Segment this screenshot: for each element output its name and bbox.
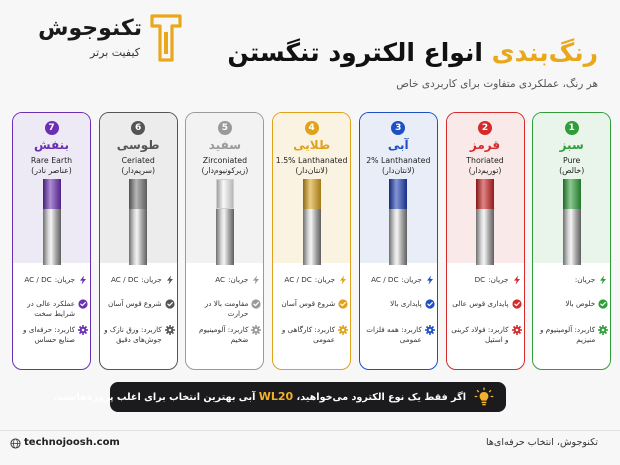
spec-feature [277, 299, 348, 309]
page-subtitle: هر رنگ، عملکردی متفاوت برای کاربردی خاص [396, 78, 598, 90]
card-header [447, 113, 524, 263]
brand [10, 10, 190, 70]
spec-usage-text: کاربرد: همه فلزات عمومی [366, 325, 422, 344]
card-type [447, 156, 524, 176]
electrode-color-tip [43, 179, 61, 209]
spec-feature-text: پایداری قوس عالی [452, 299, 509, 308]
card-type-english: Thoriated [466, 156, 504, 165]
card-specs [100, 263, 177, 370]
website-link[interactable]: technojoosh.com [24, 437, 120, 448]
card-type [186, 156, 263, 176]
spec-usage [190, 325, 261, 344]
gear-icon [78, 325, 88, 335]
footer-slogan: تکنوجوش، انتخاب حرفه‌ای‌ها [486, 437, 598, 448]
spec-usage-text: کاربرد: آلومینیوم ضخیم [199, 325, 249, 344]
check-icon [338, 299, 348, 309]
card-type-persian: (خالص) [559, 166, 585, 175]
spec-usage-text: کاربرد: ورق نازک و جوش‌های دقیق [104, 325, 162, 344]
spec-current-value: AC / DC [111, 275, 139, 284]
card-type-persian: (زیرکونیوم‌دار) [201, 166, 249, 175]
card-color-name: سبز [559, 138, 584, 152]
spec-current-label: جریان: [401, 275, 422, 284]
card-type [273, 156, 350, 176]
brand-name: تکنوجوش [38, 16, 142, 41]
lightning-icon [425, 275, 435, 285]
card-color-name: بنفش [33, 138, 69, 152]
electrode-rod [563, 179, 581, 265]
lightbulb-icon [474, 387, 494, 407]
spec-current [104, 275, 175, 285]
electrode-card [185, 112, 264, 370]
footer [0, 430, 620, 465]
spec-feature [190, 299, 261, 318]
spec-feature [17, 299, 88, 318]
tip-highlight: WL20 [258, 390, 294, 403]
card-type-english: 1.5% Lanthanated [275, 156, 348, 165]
title-rest: انواع الکترود تنگستن [227, 38, 483, 67]
spec-usage-text: کاربرد: حرفه‌ای و صنایع حساس [22, 325, 75, 344]
spec-current-label: جریان: [488, 275, 509, 284]
card-specs [360, 263, 437, 370]
check-icon [78, 299, 88, 309]
card-type-english: Pure [563, 156, 581, 165]
card-header [533, 113, 610, 263]
electrode-rod [129, 179, 147, 265]
lightning-icon [338, 275, 348, 285]
card-number-badge: 4 [305, 121, 319, 135]
tip-banner [53, 382, 506, 412]
card-specs [273, 263, 350, 370]
spec-current-value: AC [215, 275, 226, 284]
spec-usage [364, 325, 435, 344]
electrode-card [99, 112, 178, 370]
spec-current [364, 275, 435, 285]
electrode-card [359, 112, 438, 370]
card-header [186, 113, 263, 263]
gear-icon [425, 325, 435, 335]
electrode-shaft [129, 209, 147, 265]
card-header [273, 113, 350, 263]
spec-current-value: AC / DC [371, 275, 399, 284]
spec-usage [537, 325, 608, 344]
card-type-persian: (لانتان‌دار) [295, 166, 328, 175]
spec-usage [104, 325, 175, 344]
card-number-badge: 5 [218, 121, 232, 135]
card-color-name: آبی [387, 138, 409, 152]
electrode-color-tip [129, 179, 147, 209]
card-type-persian: (سریم‌دار) [121, 166, 156, 175]
spec-feature-text: شروع قوس آسان [281, 299, 336, 308]
brand-logo-icon [146, 12, 186, 64]
spec-current-value: AC / DC [24, 275, 52, 284]
lightning-icon [512, 275, 522, 285]
electrode-shaft [43, 209, 61, 265]
card-type-english: Ceriated [121, 156, 155, 165]
check-icon [425, 299, 435, 309]
lightning-icon [165, 275, 175, 285]
electrode-card [12, 112, 91, 370]
spec-usage-text: کاربرد: فولاد کربنی و استیل [451, 325, 509, 344]
lightning-icon [251, 275, 261, 285]
electrode-color-tip [303, 179, 321, 209]
card-number-badge: 2 [478, 121, 492, 135]
electrode-rod [303, 179, 321, 265]
spec-feature-text: شروع قوس آسان [107, 299, 162, 308]
electrode-shaft [389, 209, 407, 265]
electrode-color-tip [476, 179, 494, 209]
gear-icon [598, 325, 608, 335]
card-header [360, 113, 437, 263]
card-color-name: قرمز [469, 138, 501, 152]
card-specs [447, 263, 524, 370]
electrode-rod [389, 179, 407, 265]
spec-feature [104, 299, 175, 309]
spec-current [451, 275, 522, 285]
gear-icon [165, 325, 175, 335]
electrode-shaft [216, 209, 234, 265]
electrode-shaft [303, 209, 321, 265]
spec-current-label: جریان: [141, 275, 162, 284]
card-type-persian: (لانتان‌دار) [382, 166, 415, 175]
electrode-color-tip [216, 179, 234, 209]
spec-usage-text: کاربرد: کارگاهی و عمومی [281, 325, 336, 344]
card-color-name: طوسی [116, 138, 160, 152]
card-type-persian: (عناصر نادر) [31, 166, 72, 175]
check-icon [512, 299, 522, 309]
card-header [13, 113, 90, 263]
title-accent: رنگ‌بندی [491, 38, 598, 67]
spec-current-label: جریان: [574, 275, 596, 284]
spec-usage [17, 325, 88, 344]
tip-text-before: اگر فقط یک نوع الکترود می‌خواهید، [296, 392, 466, 403]
card-type [360, 156, 437, 176]
card-color-name: سفید [208, 138, 242, 152]
tip-text [53, 382, 466, 412]
spec-current-value: AC / DC [284, 275, 312, 284]
electrode-shaft [476, 209, 494, 265]
globe-icon [10, 438, 21, 449]
brand-tagline: کیفیت برتر [90, 46, 140, 59]
electrode-card [532, 112, 611, 370]
electrode-rod [216, 179, 234, 265]
spec-feature [537, 299, 608, 309]
card-number-badge: 6 [131, 121, 145, 135]
electrode-color-tip [563, 179, 581, 209]
electrode-cards [12, 112, 608, 370]
card-specs [533, 263, 610, 370]
spec-usage-text: کاربرد: آلومینیوم و منیزیم [540, 325, 596, 344]
lightning-icon [598, 275, 608, 285]
page-title [227, 38, 598, 67]
electrode-card [446, 112, 525, 370]
lightning-icon [78, 275, 88, 285]
check-icon [598, 299, 608, 309]
card-type-english: 2% Lanthanated [366, 156, 431, 165]
gear-icon [338, 325, 348, 335]
electrode-card [272, 112, 351, 370]
check-icon [165, 299, 175, 309]
spec-current [537, 275, 608, 285]
card-type [533, 156, 610, 176]
card-number-badge: 3 [391, 121, 405, 135]
spec-current-label: جریان: [54, 275, 75, 284]
card-number-badge: 1 [565, 121, 579, 135]
spec-feature-text: عملکرد عالی در شرایط سخت [27, 299, 75, 318]
gear-icon [251, 325, 261, 335]
card-type-english: Zirconiated [202, 156, 248, 165]
card-number-badge: 7 [45, 121, 59, 135]
spec-current [190, 275, 261, 285]
card-color-name: طلایی [293, 138, 331, 152]
spec-feature-text: خلوص بالا [565, 299, 596, 308]
spec-usage [277, 325, 348, 344]
card-specs [186, 263, 263, 370]
electrode-shaft [563, 209, 581, 265]
spec-current [277, 275, 348, 285]
gear-icon [512, 325, 522, 335]
spec-feature [364, 299, 435, 309]
spec-usage [451, 325, 522, 344]
spec-feature [451, 299, 522, 309]
electrode-rod [43, 179, 61, 265]
spec-current-label: جریان: [314, 275, 336, 284]
spec-current-value: DC [474, 275, 486, 284]
spec-current [17, 275, 88, 285]
card-type [13, 156, 90, 176]
check-icon [251, 299, 261, 309]
spec-current-label: جریان: [228, 275, 249, 284]
card-specs [13, 263, 90, 370]
card-type-english: Rare Earth [30, 156, 73, 165]
card-header [100, 113, 177, 263]
electrode-color-tip [389, 179, 407, 209]
spec-feature-text: پایداری بالا [390, 299, 422, 308]
tip-text-after: آبی بهترین انتخاب برای اغلب پروژه‌هاست. [53, 392, 256, 403]
electrode-rod [476, 179, 494, 265]
card-type-persian: (توریم‌دار) [468, 166, 502, 175]
card-type [100, 156, 177, 176]
spec-feature-text: مقاومت بالا در حرارت [204, 299, 249, 318]
